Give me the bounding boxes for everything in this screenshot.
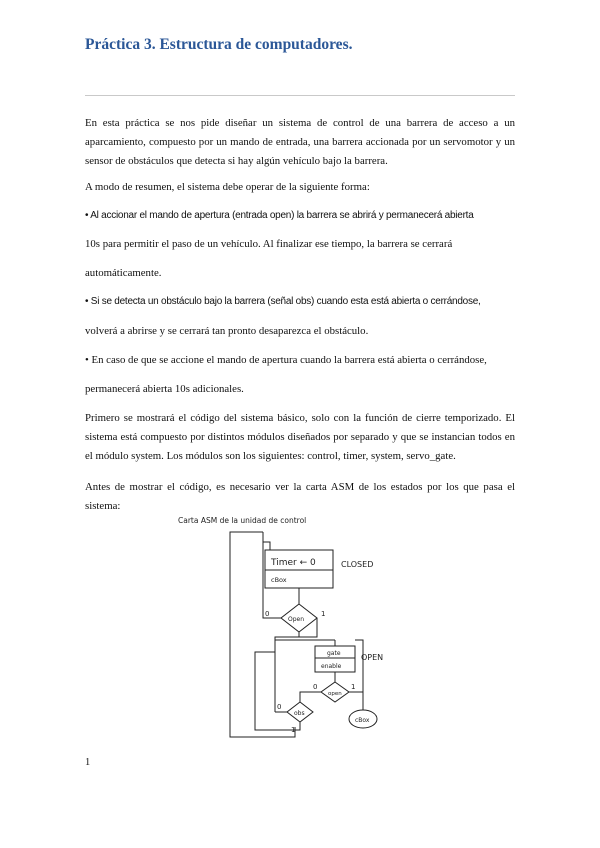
enable-signal: enable — [321, 663, 342, 670]
diagram-caption: Carta ASM de la unidad de control — [178, 516, 307, 525]
asm-intro-paragraph: Antes de mostrar el código, es necesario ver la carta ASM de los estados por los que pasa el sistema: — [85, 481, 515, 512]
entry-line — [263, 532, 270, 550]
open-false-label: 0 — [265, 610, 270, 618]
open-true-label: 1 — [321, 610, 326, 618]
open2-false-label: 0 — [313, 683, 318, 691]
open-state-label: OPEN — [361, 653, 384, 662]
closed-state-label: CLOSED — [341, 560, 374, 569]
open-true-branch — [275, 618, 317, 712]
open-condition: Open — [288, 616, 305, 623]
bullet-1-line-3: automáticamente. — [85, 267, 162, 279]
header-divider — [85, 95, 515, 96]
obs-condition: obs — [294, 710, 305, 717]
bullet-2-line-2: volverá a abrirse y se cerrará tan pronto desaparezca el obstáculo. — [85, 325, 369, 337]
asm-chart-diagram — [175, 512, 415, 747]
page-title: Práctica 3. Estructura de computadores. — [85, 36, 353, 53]
cbox-output: cBox — [271, 576, 287, 584]
intro-paragraph: En esta práctica se nos pide diseñar un sistema de control de una barrera de acceso a un aparcamiento, compuesto por un mando de entrada, una barrera accionada por un servomotor y un sensor de obstáculos que detecta si hay algún vehículo bajo la barrera. — [85, 117, 515, 167]
modules-paragraph: Primero se mostrará el código del sistema básico, solo con la función de cierre temporizado. El sistema está compuesto por distintos módulos diseñados por separado y que se instancian todos en el módulo system. Los módulos son los siguientes: control, timer, system, servo_gate. — [85, 412, 515, 462]
gate-signal: gate — [327, 650, 341, 657]
cbox2-output: cBox — [355, 717, 370, 724]
bullet-3-line-2: permanecerá abierta 10s adicionales. — [85, 383, 244, 395]
bullet-1-line-1: • Al accionar el mando de apertura (entrada open) la barrera se abrirá y permanecerá abierta — [85, 210, 474, 221]
bullet-3-line-1: • En caso de que se accione el mando de apertura cuando la barrera está abierta o cerrándose, — [85, 354, 487, 366]
bullet-2-line-1: • Si se detecta un obstáculo bajo la barrera (señal obs) cuando esta está abierta o cerrándose, — [85, 296, 481, 307]
page-number: 1 — [85, 757, 91, 768]
open2-condition: open — [328, 691, 342, 697]
bullet-1-line-2: 10s para permitir el paso de un vehículo. Al finalizar ese tiempo, la barrera se cerrará — [85, 238, 453, 250]
summary-paragraph: A modo de resumen, el sistema debe operar de la siguiente forma: — [85, 181, 370, 193]
obs-true-label: 1 — [291, 726, 296, 734]
open2-true-label: 1 — [351, 683, 356, 691]
timer-operation: Timer ← 0 — [271, 558, 316, 568]
open2-false-branch — [300, 692, 321, 702]
obs-false-label: 0 — [277, 703, 282, 711]
